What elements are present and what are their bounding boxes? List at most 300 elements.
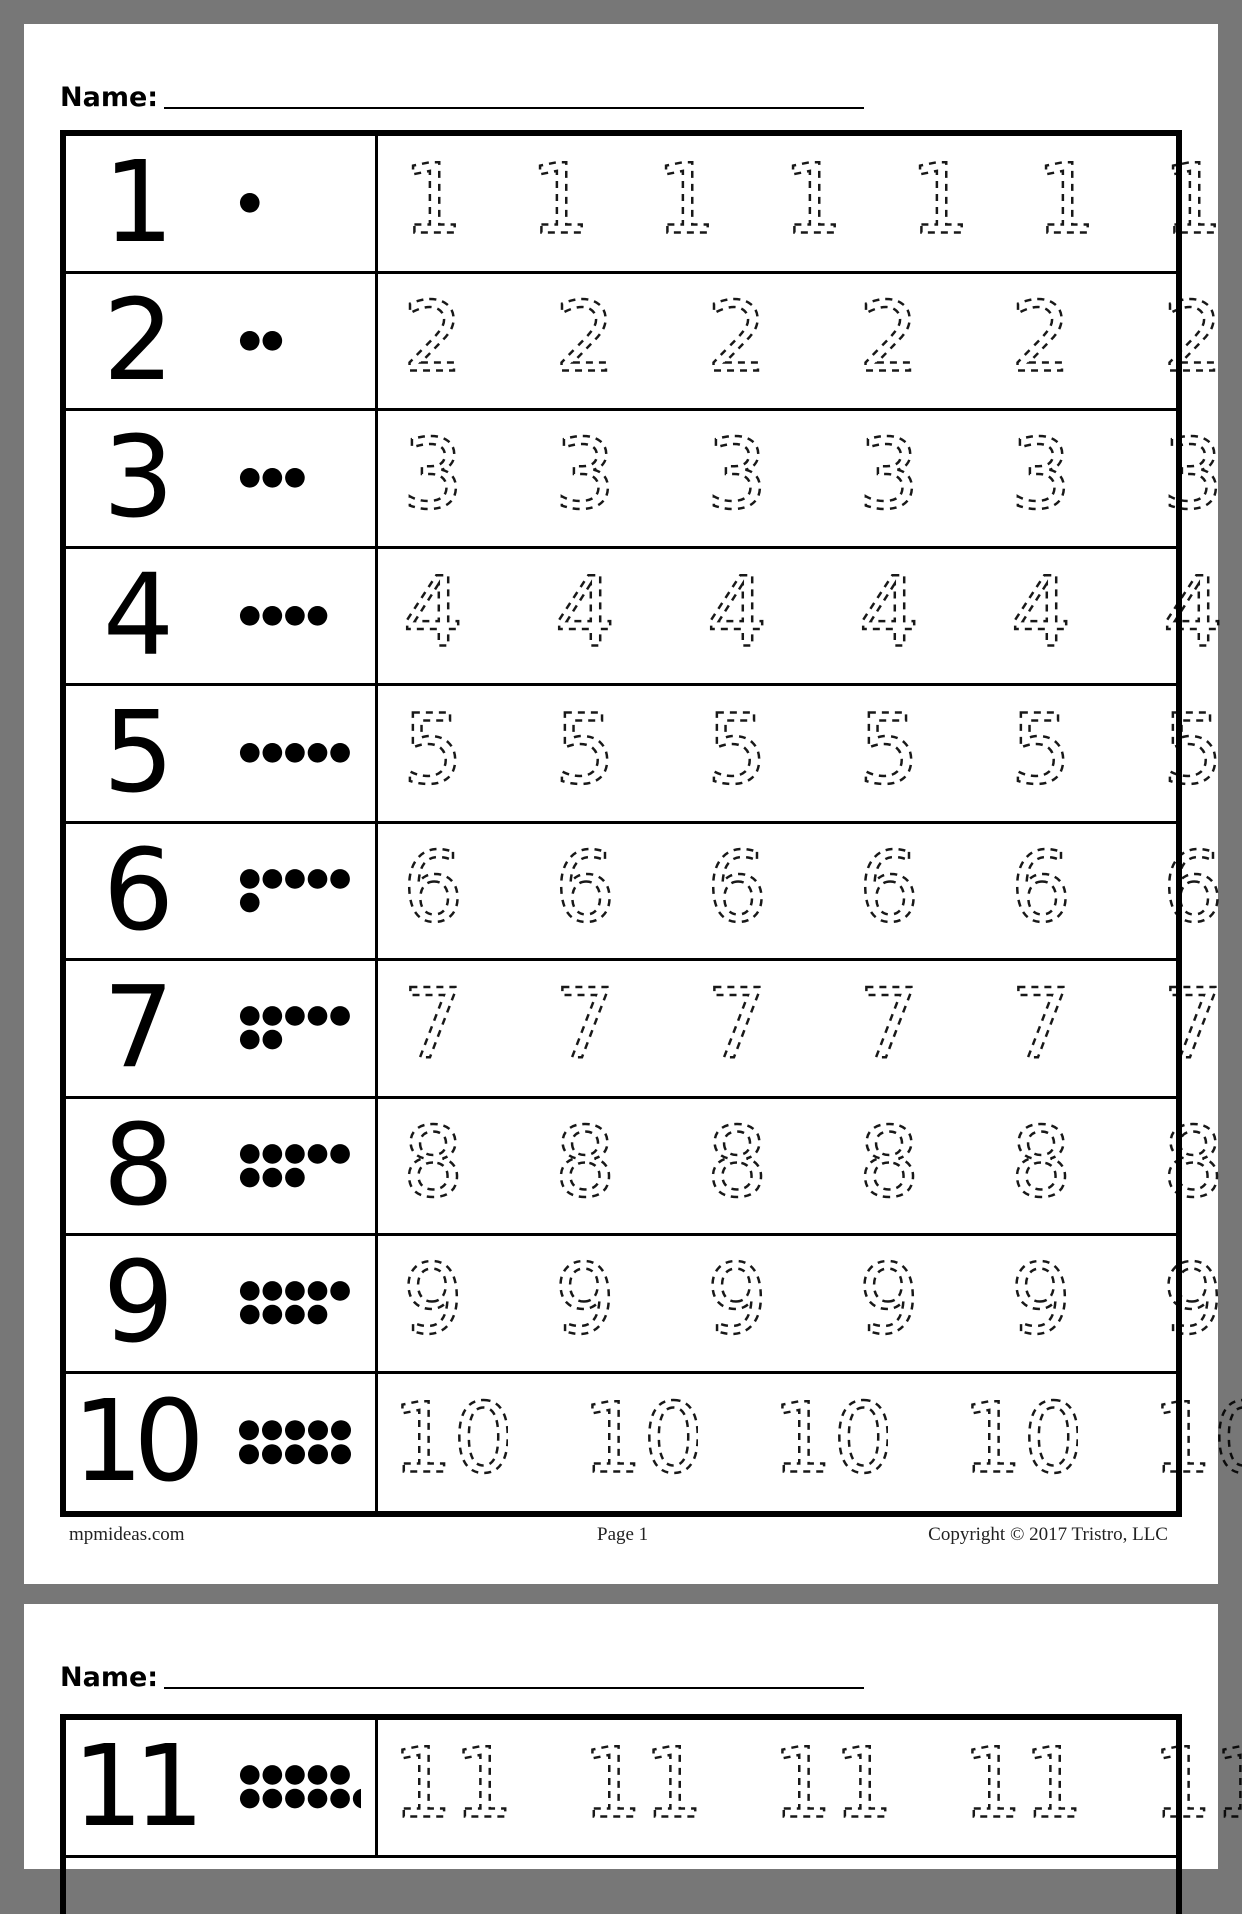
svg-text:11 [588,1728,698,1835]
counting-dot [308,605,328,625]
tracing-area[interactable] [378,686,1176,821]
numeral-cell [66,824,378,959]
dashed-numeral-glyph [854,278,924,388]
svg-text:3 [706,419,767,526]
svg-text:6 [706,831,767,938]
dashed-trace-numeral [550,416,620,541]
svg-text:9 [554,1244,615,1351]
dashed-numeral-glyph [854,966,924,1076]
dashed-numeral-glyph [398,553,468,663]
counting-dot [330,743,350,763]
dashed-numeral-glyph [702,966,772,1076]
counting-dot [330,1765,350,1785]
svg-text:2 [706,281,767,388]
counting-dots [221,274,361,409]
counting-dot [308,1006,328,1026]
dashed-numeral-glyph [778,1725,888,1835]
dashed-numeral-glyph [398,828,468,938]
counting-dot [263,330,283,350]
svg-text:7 [1162,969,1223,1076]
svg-text:2 [554,281,615,388]
svg-text:6 [1162,831,1223,938]
dashed-trace-numeral [1031,141,1101,266]
dashed-trace-numeral [778,141,848,266]
numeral-text: 4 [102,550,165,681]
dashed-numeral-glyph [1158,278,1228,388]
name-field-row [60,1664,864,1691]
dashed-numeral-glyph [398,1725,508,1835]
dashed-trace-numeral [854,553,924,678]
counting-dot [285,1765,305,1785]
numeral-cell [66,549,378,684]
svg-text:7 [1010,969,1071,1076]
dashed-trace-numeral [1158,828,1228,953]
tracing-area[interactable] [378,549,1176,684]
dashed-trace-numeral [854,1241,924,1366]
svg-text:7 [402,969,463,1076]
svg-text:9 [706,1244,767,1351]
counting-dot [240,1789,260,1809]
counting-dot [285,743,305,763]
svg-text:5 [706,694,767,801]
counting-dot [263,869,283,889]
name-label: Name: [60,82,159,113]
dashed-numeral-glyph [398,1103,468,1213]
dashed-numeral-glyph [398,278,468,388]
dashed-trace-numeral [1158,1725,1242,1850]
number-row-7 [66,961,1176,1099]
dashed-numeral-glyph [1006,553,1076,663]
dashed-trace-numeral [854,416,924,541]
dashed-trace-numeral [398,828,468,953]
svg-text:1 [529,144,590,251]
counting-dot [285,1281,305,1301]
svg-text:5 [1010,694,1071,801]
counting-dot [308,1144,328,1164]
footer-copyright: Copyright © 2017 Tristro, LLC [928,1524,1168,1545]
svg-text:3 [858,419,919,526]
counting-dot [308,1305,328,1325]
numeral-text: 1 [102,138,165,269]
tracing-area[interactable] [378,411,1176,546]
dashed-numeral-glyph [1006,691,1076,801]
counting-dot [308,1420,328,1440]
dashed-numeral-glyph [1006,416,1076,526]
numeral-cell [66,686,378,821]
counting-dot [240,1305,260,1325]
dashed-trace-numeral [525,141,595,266]
counting-dot [263,1281,283,1301]
svg-text:1 [1036,144,1097,251]
dashed-numeral-glyph [1006,966,1076,1076]
svg-text:2 [858,281,919,388]
numeral-text: 5 [102,688,165,819]
worksheet-page-2 [24,1604,1218,1869]
number-row-1 [66,136,1176,274]
dashed-trace-numeral [398,1725,508,1850]
numeral-text: 6 [102,825,165,956]
dashed-numeral-glyph [702,1103,772,1213]
numeral-cell [66,136,378,271]
svg-text:7 [554,969,615,1076]
dashed-trace-numeral [702,828,772,953]
svg-text:2 [402,281,463,388]
counting-dot [308,743,328,763]
dashed-numeral-glyph [1006,828,1076,938]
svg-text:6 [554,831,615,938]
dashed-numeral-glyph [1158,966,1228,1076]
dashed-numeral-glyph [1158,416,1228,526]
dashed-trace-numeral [702,1241,772,1366]
dashed-trace-numeral [778,1380,888,1505]
dashed-numeral-glyph [398,1380,508,1490]
numeral-text: 8 [102,1100,165,1231]
counting-dots [221,1720,361,1855]
numeral-cell [66,274,378,409]
counting-dots [221,549,361,684]
counting-dot [240,468,260,488]
counting-dot [330,1789,350,1809]
footer-website: mpmideas.com [69,1524,185,1545]
counting-dot [285,1167,305,1187]
dashed-trace-numeral [398,416,468,541]
dashed-trace-numeral [550,966,620,1091]
tracing-area[interactable] [378,136,1176,271]
counting-dot [308,1765,328,1785]
counting-dot [285,1789,305,1809]
dashed-trace-numeral [1006,278,1076,403]
svg-text:7 [706,969,767,1076]
counting-dot [285,1444,305,1464]
svg-text:6 [858,831,919,938]
dashed-numeral-glyph [1158,1103,1228,1213]
svg-text:3 [402,419,463,526]
counting-dot [285,1006,305,1026]
svg-text:9 [858,1244,919,1351]
dashed-trace-numeral [398,141,468,266]
dashed-numeral-glyph [702,828,772,938]
dashed-trace-numeral [550,691,620,816]
number-row-4 [66,549,1176,687]
number-row-2 [66,274,1176,412]
dashed-numeral-glyph [1158,828,1228,938]
dashed-trace-numeral [702,416,772,541]
name-label: Name: [60,1662,159,1693]
counting-dot [285,1144,305,1164]
svg-text:10 [398,1383,508,1490]
dashed-numeral-glyph [550,553,620,663]
dashed-numeral-glyph [550,278,620,388]
svg-text:1 [782,144,843,251]
dashed-numeral-glyph [550,966,620,1076]
svg-text:5 [402,694,463,801]
dashed-numeral-glyph [854,828,924,938]
svg-text:5 [554,694,615,801]
numeral-cell [66,1374,378,1512]
number-row-3 [66,411,1176,549]
dashed-trace-numeral [702,278,772,403]
numeral-cell [66,1099,378,1234]
svg-text:5 [1162,694,1223,801]
dashed-trace-numeral [854,691,924,816]
counting-dot [263,1789,283,1809]
dashed-trace-numeral [1158,1380,1242,1505]
dashed-trace-numeral [550,1103,620,1228]
dashed-trace-numeral [1006,691,1076,816]
tracing-area[interactable] [378,824,1176,959]
dashed-numeral-glyph [778,1380,888,1490]
dashed-trace-numeral [854,1103,924,1228]
dashed-numeral-glyph [854,553,924,663]
dashed-numeral-glyph [398,416,468,526]
svg-text:4 [1162,556,1223,663]
dashed-trace-numeral [854,278,924,403]
dashed-trace-numeral [854,828,924,953]
svg-text:8 [1010,1106,1071,1213]
numeral-cell [66,1236,378,1371]
svg-text:4 [1010,556,1071,663]
numeral-cell [66,411,378,546]
numeral-text: 11 [72,1722,195,1853]
dashed-numeral-glyph [398,966,468,1076]
counting-dot [262,1444,282,1464]
dashed-numeral-glyph [398,141,468,251]
dashed-trace-numeral [702,1103,772,1228]
dashed-trace-numeral [905,141,975,266]
svg-text:9 [1162,1244,1223,1351]
dashed-trace-numeral [398,691,468,816]
dashed-numeral-glyph [550,1241,620,1351]
dashed-numeral-glyph [702,416,772,526]
counting-dot [330,869,350,889]
svg-text:6 [402,831,463,938]
dashed-numeral-glyph [398,691,468,801]
counting-dot [240,1030,260,1050]
counting-dot [308,1789,328,1809]
dashed-numeral-glyph [1006,1103,1076,1213]
number-tracing-grid [60,1714,1182,1914]
svg-text:11 [778,1728,888,1835]
dashed-numeral-glyph [702,691,772,801]
name-line [164,107,864,109]
svg-text:3 [1010,419,1071,526]
svg-text:10 [588,1383,698,1490]
dashed-trace-numeral [1006,416,1076,541]
dashed-numeral-glyph [1031,141,1101,251]
counting-dot [240,869,260,889]
svg-text:4 [706,556,767,663]
tracing-area[interactable] [378,1236,1176,1371]
dashed-numeral-glyph [854,1103,924,1213]
counting-dot [240,193,260,213]
dashed-trace-numeral [398,553,468,678]
svg-text:7 [858,969,919,1076]
dashed-numeral-glyph [550,416,620,526]
counting-dot [263,468,283,488]
counting-dot [263,1305,283,1325]
dashed-trace-numeral [702,966,772,1091]
counting-dots [221,961,361,1096]
number-row-11 [66,1720,1176,1858]
counting-dot [263,1167,283,1187]
dashed-trace-numeral [1006,1103,1076,1228]
dashed-trace-numeral [550,278,620,403]
dashed-numeral-glyph [1006,278,1076,388]
dashed-numeral-glyph [398,1241,468,1351]
counting-dot [353,1789,361,1809]
tracing-area[interactable] [378,961,1176,1096]
counting-dot [240,892,260,912]
counting-dot [331,1444,351,1464]
counting-dot [308,869,328,889]
number-row-10 [66,1374,1176,1512]
counting-dot [285,605,305,625]
svg-text:3 [554,419,615,526]
svg-text:1 [402,144,463,251]
dashed-trace-numeral [1158,691,1228,816]
svg-text:9 [402,1244,463,1351]
dashed-trace-numeral [1158,1103,1228,1228]
dashed-numeral-glyph [1158,691,1228,801]
footer-page-number: Page 1 [597,1524,649,1545]
counting-dots [221,824,361,959]
tracing-area[interactable] [378,1720,1176,1855]
svg-text:10 [968,1383,1078,1490]
dashed-numeral-glyph [1158,141,1228,251]
dashed-trace-numeral [1006,1241,1076,1366]
dashed-trace-numeral [398,1103,468,1228]
counting-dot [263,1030,283,1050]
dashed-numeral-glyph [702,1241,772,1351]
dashed-numeral-glyph [588,1380,698,1490]
dashed-numeral-glyph [905,141,975,251]
dashed-numeral-glyph [1006,1241,1076,1351]
dashed-trace-numeral [550,1241,620,1366]
worksheet-page-1 [24,24,1218,1584]
dashed-numeral-glyph [550,1103,620,1213]
dashed-trace-numeral [398,1241,468,1366]
counting-dot [330,1006,350,1026]
counting-dot [263,743,283,763]
dashed-trace-numeral [778,1725,888,1850]
svg-text:1 [656,144,717,251]
dashed-numeral-glyph [1158,1380,1242,1490]
tracing-area[interactable] [378,1374,1176,1512]
dashed-trace-numeral [1158,966,1228,1091]
dashed-trace-numeral [550,828,620,953]
number-tracing-grid [60,130,1182,1517]
dashed-trace-numeral [1158,1241,1228,1366]
dashed-trace-numeral [1006,553,1076,678]
dashed-numeral-glyph [1158,1725,1242,1835]
dashed-trace-numeral [1006,966,1076,1091]
counting-dot [285,1420,305,1440]
svg-text:8 [858,1106,919,1213]
dashed-trace-numeral [588,1725,698,1850]
counting-dot [240,1765,260,1785]
dashed-numeral-glyph [1158,1241,1228,1351]
counting-dots [221,136,361,271]
numeral-text: 3 [102,413,165,544]
dashed-numeral-glyph [1158,553,1228,663]
dashed-trace-numeral [1158,416,1228,541]
dashed-numeral-glyph [550,828,620,938]
numeral-cell [66,1720,378,1855]
svg-text:8 [554,1106,615,1213]
svg-text:10 [1158,1383,1242,1490]
dashed-trace-numeral [1158,141,1228,266]
svg-text:4 [554,556,615,663]
dashed-trace-numeral [651,141,721,266]
counting-dot [331,1420,351,1440]
svg-text:4 [402,556,463,663]
dashed-numeral-glyph [854,691,924,801]
dashed-trace-numeral [854,966,924,1091]
number-row-6 [66,824,1176,962]
dashed-trace-numeral [1158,553,1228,678]
dashed-numeral-glyph [525,141,595,251]
dashed-numeral-glyph [550,691,620,801]
dashed-trace-numeral [398,1380,508,1505]
counting-dot [239,1444,259,1464]
svg-text:2 [1010,281,1071,388]
counting-dot [240,1167,260,1187]
tracing-area[interactable] [378,274,1176,409]
dashed-trace-numeral [1006,828,1076,953]
svg-text:11 [968,1728,1078,1835]
dashed-numeral-glyph [778,141,848,251]
svg-text:1 [1162,144,1223,251]
svg-text:11 [1158,1728,1242,1835]
counting-dot [285,1305,305,1325]
dashed-numeral-glyph [702,553,772,663]
dashed-trace-numeral [1158,278,1228,403]
numeral-text: 10 [72,1377,195,1508]
numeral-text: 9 [102,1238,165,1369]
counting-dots [221,1374,361,1512]
svg-text:8 [1162,1106,1223,1213]
counting-dot [285,468,305,488]
svg-text:4 [858,556,919,663]
counting-dot [263,1765,283,1785]
counting-dots [221,1236,361,1371]
number-row-5 [66,686,1176,824]
numeral-text: 7 [102,963,165,1094]
counting-dot [330,1281,350,1301]
dashed-trace-numeral [968,1380,1078,1505]
dashed-trace-numeral [702,553,772,678]
dashed-numeral-glyph [702,278,772,388]
counting-dot [308,1444,328,1464]
dashed-numeral-glyph [854,416,924,526]
counting-dot [308,1281,328,1301]
tracing-area[interactable] [378,1099,1176,1234]
dashed-trace-numeral [968,1725,1078,1850]
svg-text:5 [858,694,919,801]
dashed-trace-numeral [702,691,772,816]
svg-text:10 [778,1383,888,1490]
number-row-8 [66,1099,1176,1237]
counting-dot [240,1281,260,1301]
dashed-trace-numeral [398,278,468,403]
name-field-row [60,84,864,111]
number-row-9 [66,1236,1176,1374]
dashed-trace-numeral [550,553,620,678]
svg-text:6 [1010,831,1071,938]
counting-dot [285,869,305,889]
svg-text:1 [909,144,970,251]
svg-text:9 [1010,1244,1071,1351]
